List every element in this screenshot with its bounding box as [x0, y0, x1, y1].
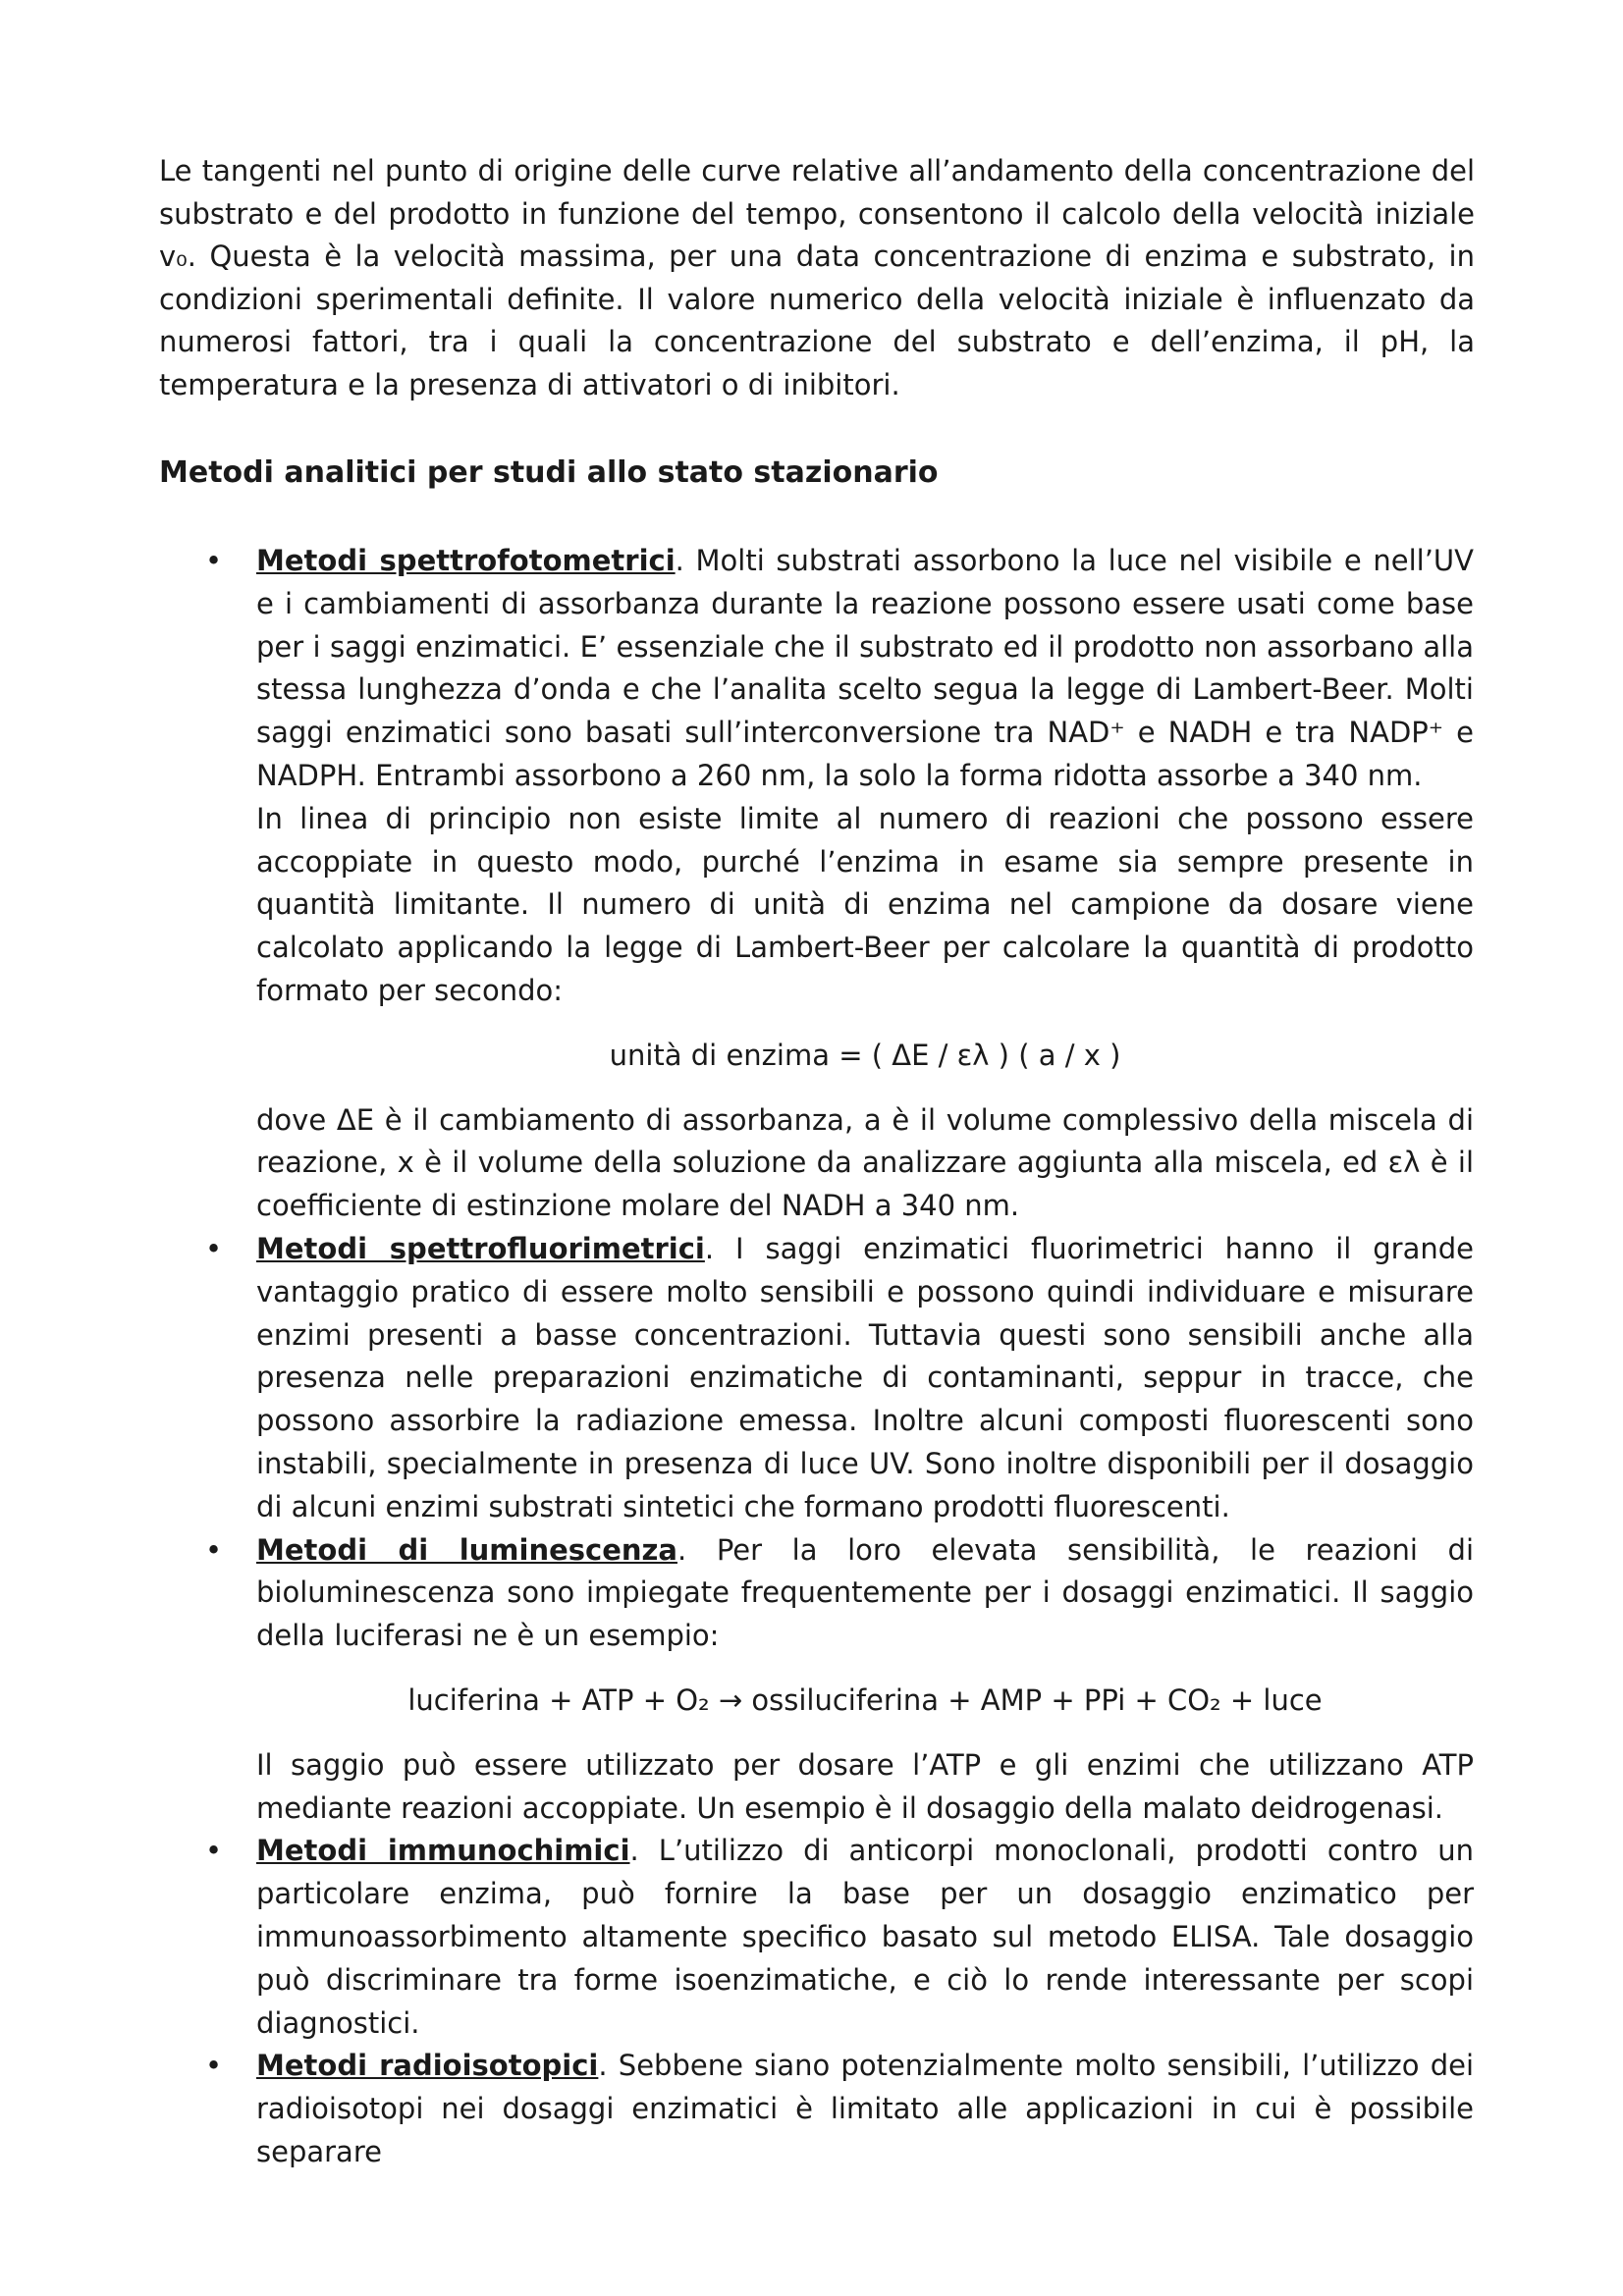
- method-text: . Sebbene siano potenzialmente molto sensibili, l’utilizzo dei radioisotopi nei dosaggi enzimatici è limitato alle applicazioni in cui è possibile separare: [256, 2049, 1475, 2168]
- method-title: Metodi radioisotopici: [256, 2049, 599, 2083]
- method-paragraph-continued: In linea di principio non esiste limite al numero di reazioni che possono essere accoppiate in questo modo, purché l’enzima in esame sia sempre presente in quantità limitante. Il numero di unità di enzima nel campione da dosare viene calcolato applicando la legge di Lambert-Beer per calcolare la quantità di prodotto formato per secondo:: [256, 801, 1474, 1007]
- bullet-icon: •: [205, 1834, 223, 1868]
- method-title: Metodi immunochimici: [256, 1834, 630, 1868]
- method-text: . Per la loro elevata sensibilità, le reazioni di bioluminescenza sono impiegate frequentemente per i dosaggi enzimatici. Il saggio della luciferasi ne è un esempio:: [256, 1532, 1474, 1653]
- method-paragraph: [256, 1830, 1474, 2045]
- method-title: Metodi spettrofotometrici: [256, 544, 676, 577]
- list-item: [0, 1830, 1474, 2045]
- section-heading: Metodi analitici per studi allo stato stazionario: [159, 455, 939, 490]
- bullet-icon: •: [205, 1532, 223, 1567]
- method-paragraph: [256, 1228, 1474, 1529]
- method-paragraph: [256, 1529, 1474, 1658]
- formula: luciferina + ATP + O₂ → ossiluciferina + AMP + PPi + CO₂ + luce: [407, 1682, 1323, 1717]
- method-paragraph: [256, 540, 1474, 798]
- method-text: . L’utilizzo di anticorpi monoclonali, prodotti contro un particolare enzima, può fornire la base per un dosaggio enzimatico per immunoassorbimento altamente specifico basato sul metodo ELISA. Tale dosaggio può discriminare tra forme isoenzimatiche, e ciò lo rende interessante per scopi diagnostici.: [256, 1834, 1474, 2040]
- list-item: [0, 1529, 1474, 1831]
- method-title: Metodi spettrofluorimetrici: [256, 1231, 705, 1265]
- methods-list: [0, 540, 1623, 2174]
- method-paragraph: [256, 2045, 1474, 2173]
- formula-explanation: dove ΔE è il cambiamento di assorbanza, a è il volume complessivo della miscela di reazione, x è il volume della soluzione da analizzare aggiunta alla miscela, ed ελ è il coefficiente di estinzione molare del NADH a 340 nm.: [256, 1102, 1474, 1223]
- intro-paragraph: Le tangenti nel punto di origine delle curve relative all’andamento della concentrazione del substrato e del prodotto in funzione del tempo, consentono il calcolo della velocità iniziale v₀. Questa è la velocità massima, per una data concentrazione di enzima e substrato, in condizioni sperimentali definite. Il valore numerico della velocità iniziale è influenzato da numerosi fattori, tra i quali la concentrazione del substrato e dell’enzima, il pH, la temperatura e la presenza di attivatori o di inibitori.: [159, 154, 1475, 401]
- method-text: . I saggi enzimatici fluorimetrici hanno il grande vantaggio pratico di essere molto sensibili e possono quindi individuare e misurare enzimi presenti a basse concentrazioni. Tuttavia questi sono sensibili anche alla presenza nelle preparazioni enzimatiche di contaminanti, seppur in tracce, che possono assorbire la radiazione emessa. Inoltre alcuni composti fluorescenti sono instabili, specialmente in presenza di luce UV. Sono inoltre disponibili per il dosaggio di alcuni enzimi substrati sintetici che formano prodotti fluorescenti.: [256, 1231, 1474, 1523]
- method-title: Metodi di luminescenza: [256, 1532, 677, 1567]
- formula: unità di enzima = ( ΔE / ελ ) ( a / x ): [609, 1038, 1121, 1072]
- bullet-icon: •: [205, 1231, 223, 1265]
- bullet-icon: •: [205, 544, 223, 577]
- bullet-icon: •: [205, 2049, 223, 2083]
- list-item: [0, 540, 1474, 1228]
- formula-explanation: Il saggio può essere utilizzato per dosare l’ATP e gli enzimi che utilizzano ATP mediante reazioni accoppiate. Un esempio è il dosaggio della malato deidrogenasi.: [256, 1747, 1474, 1825]
- method-text: . Molti substrati assorbono la luce nel visibile e nell’UV e i cambiamenti di assorbanza durante la reazione possono essere usati come base per i saggi enzimatici. E’ essenziale che il substrato ed il prodotto non assorbano alla stessa lunghezza d’onda e che l’analita scelto segua la legge di Lambert-Beer. Molti saggi enzimatici sono basati sull’interconversione tra NAD⁺ e NADH e tra NADP⁺ e NADPH. Entrambi assorbono a 260 nm, la solo la forma ridotta assorbe a 340 nm.: [256, 544, 1474, 792]
- list-item: [0, 2045, 1474, 2173]
- list-item: [0, 1228, 1474, 1529]
